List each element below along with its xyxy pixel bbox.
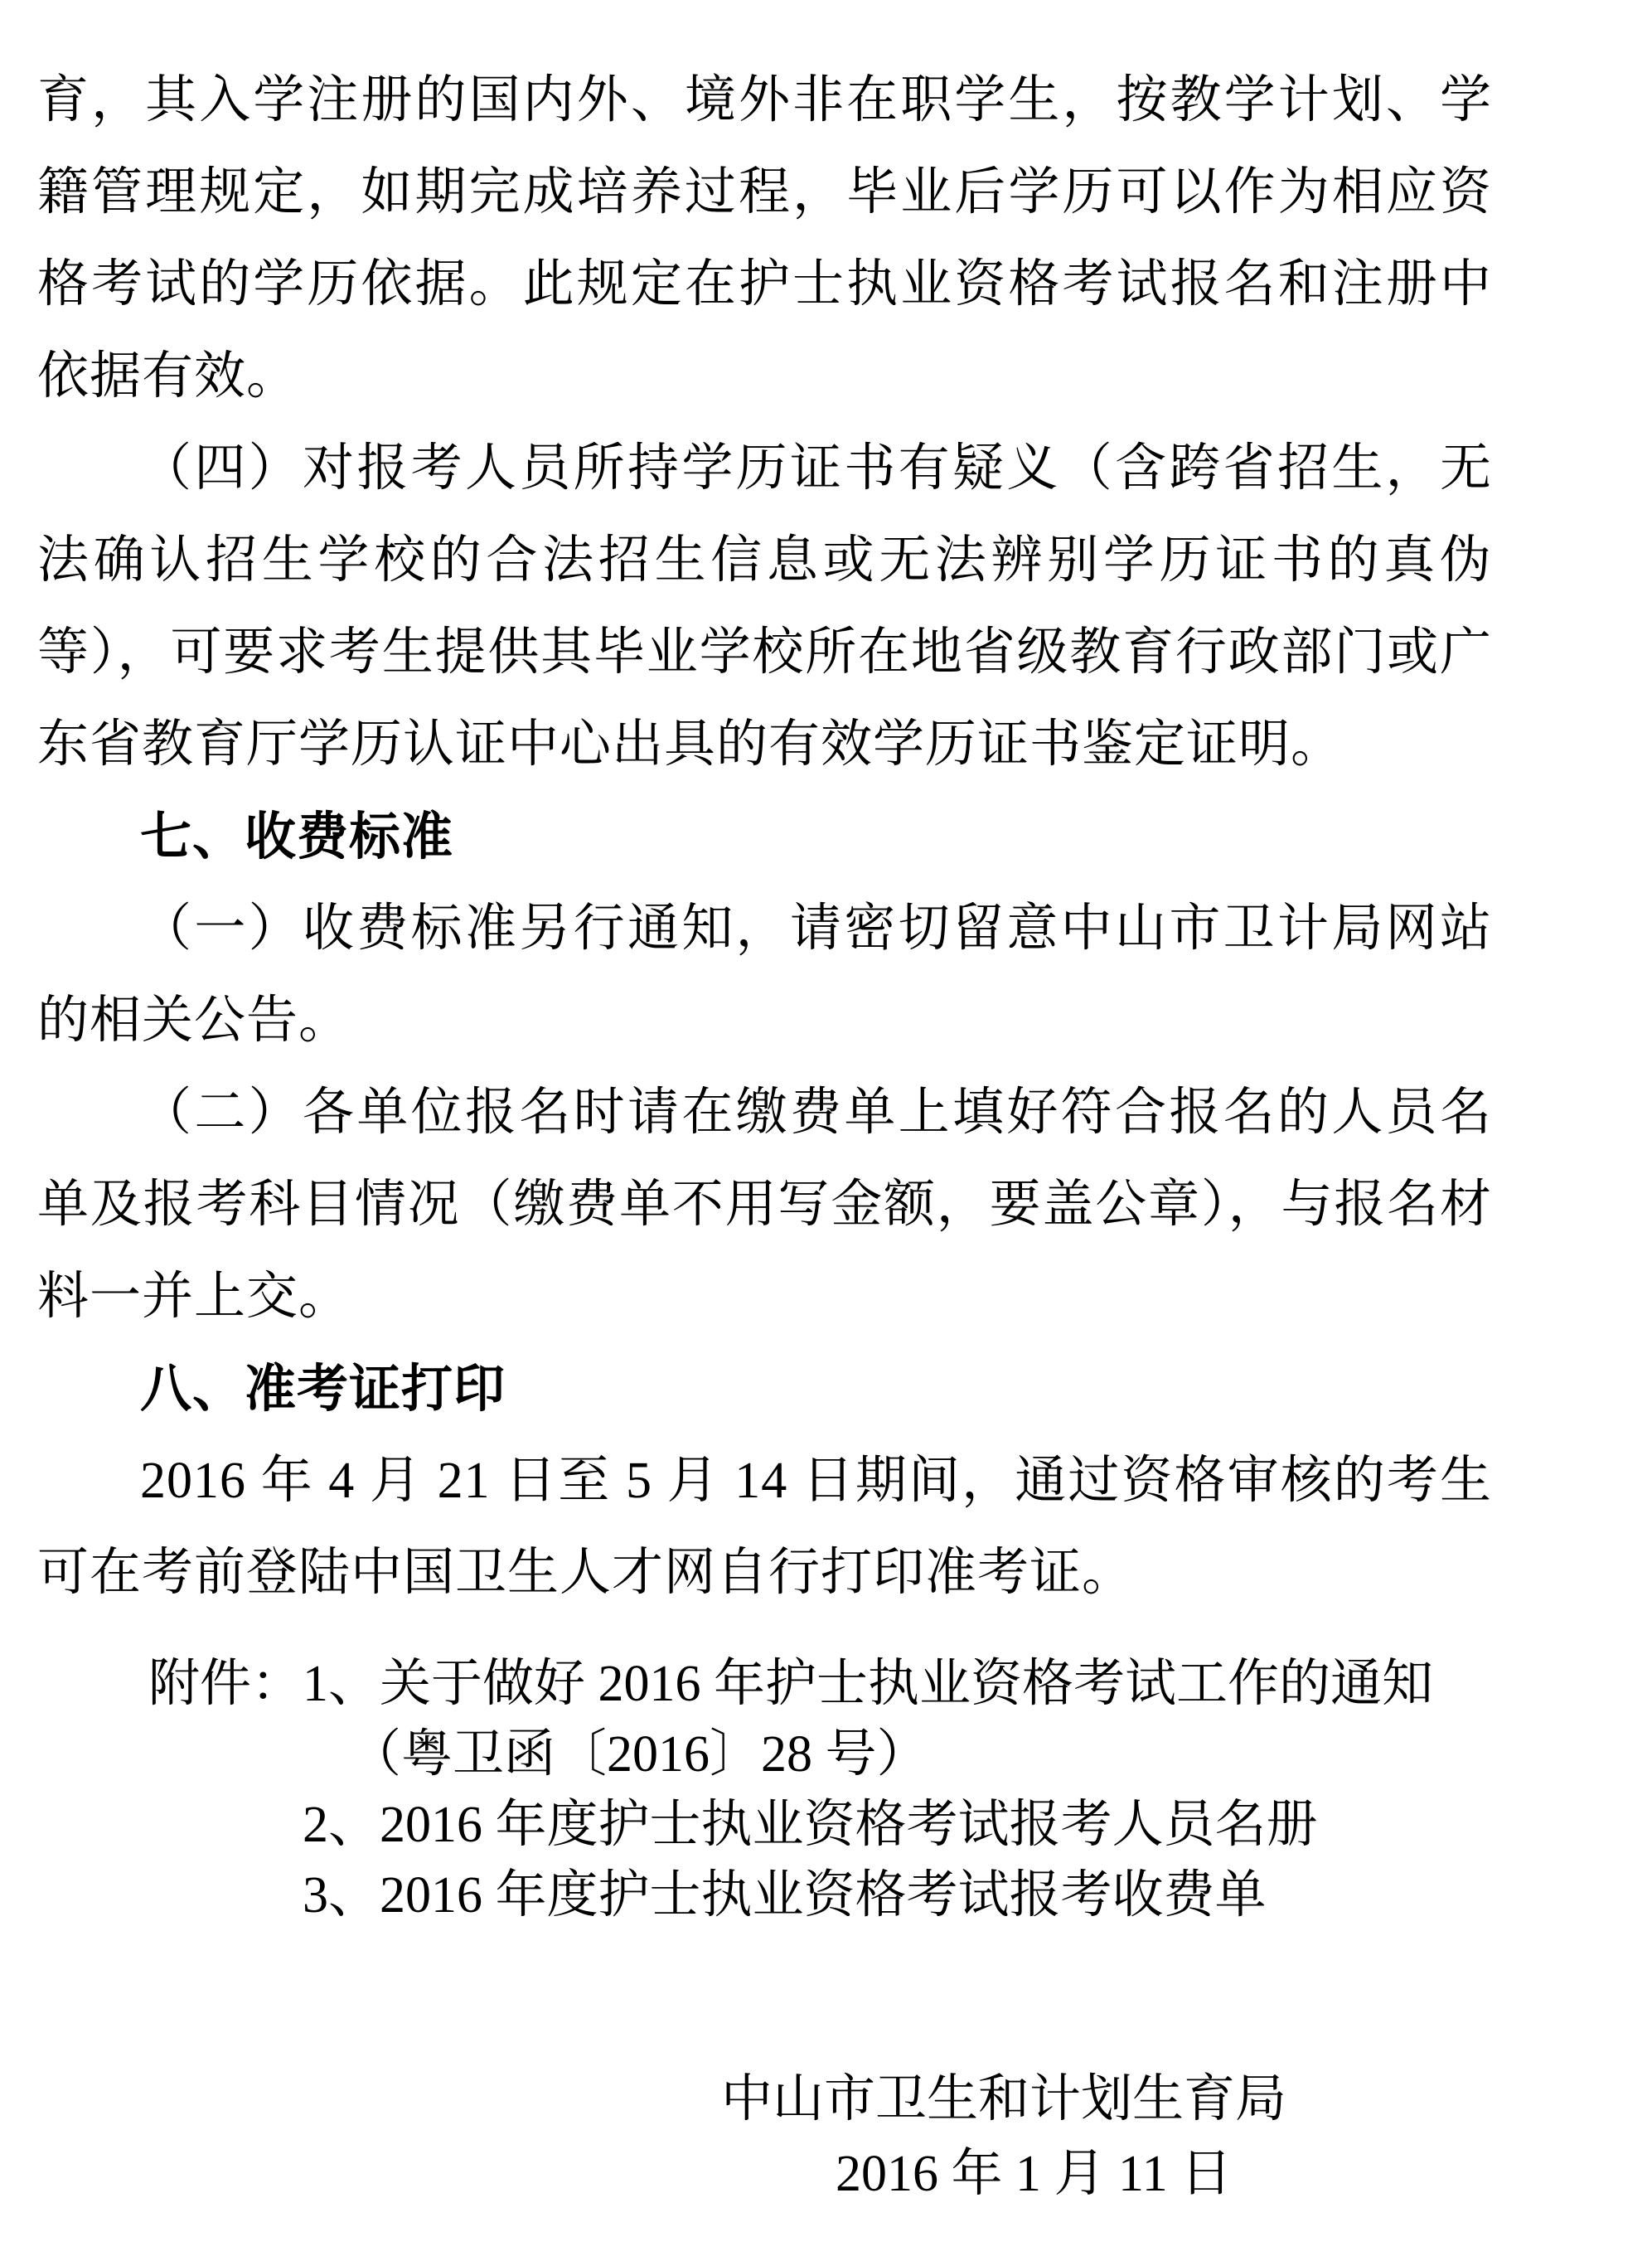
signature-organization: 中山市卫生和计划生育局 <box>721 2071 1287 2127</box>
paragraph-continuation: 育，其入学注册的国内外、境外非在职学生，按教学计划、学籍管理规定，如期完成培养过程，毕业后学历可以作为相应资格考试的学历依据。此规定在护士执业资格考试报名和注册中依据有效。 <box>37 72 1492 405</box>
attachment-item-2-number: 2、 <box>303 1797 380 1853</box>
attachment-item-1-subtitle: （粤卫函〔2016〕28 号） <box>350 1726 928 1783</box>
attachment-item-3-title: 2016 年度护士执业资格考试报考收费单 <box>380 1867 1267 1924</box>
signature-date: 2016 年 1 月 11 日 <box>836 2146 1233 2202</box>
section-heading-8-admission-ticket: 八、准考证打印 <box>140 1361 506 1418</box>
document-body <box>37 55 1492 1619</box>
attachment-item-3-number: 3、 <box>303 1867 380 1924</box>
attachment-item-2-title: 2016 年度护士执业资格考试报考人员名册 <box>380 1797 1318 1853</box>
attachment-item-1 <box>303 1649 1433 1790</box>
paragraph-fee-payment-form: （二）各单位报名时请在缴费单上填好符合报名的人员名单及报考科目情况（缴费单不用写金额，要盖公章），与报名材料一并上交。 <box>37 1084 1492 1325</box>
attachment-item-1-title: 关于做好 2016 年护士执业资格考试工作的通知 <box>380 1656 1434 1712</box>
paragraph-ticket-printing: 2016 年 4 月 21 日至 5 月 14 日期间，通过资格审核的考生可在考前登陆中国卫生人才网自行打印准考证。 <box>37 1453 1492 1601</box>
paragraph-fee-notice: （一）收费标准另行通知，请密切留意中山市卫计局网站的相关公告。 <box>37 900 1492 1049</box>
attachments-label: 附件： <box>148 1656 303 1712</box>
attachments-list <box>303 1649 1433 1931</box>
attachments-block <box>37 1649 1492 1931</box>
attachment-item-3 <box>303 1861 1433 1931</box>
section-heading-7-fees: 七、收费标准 <box>140 808 454 866</box>
paragraph-item-4: （四）对报考人员所持学历证书有疑义（含跨省招生，无法确认招生学校的合法招生信息或无法辨别学历证书的真伪等），可要求考生提供其毕业学校所在地省级教育行政部门或广东省教育厅学历认证中心出具的有效学历证书鉴定证明。 <box>37 440 1492 773</box>
attachment-item-1-number: 1、 <box>303 1656 380 1712</box>
attachment-item-2 <box>303 1790 1433 1861</box>
